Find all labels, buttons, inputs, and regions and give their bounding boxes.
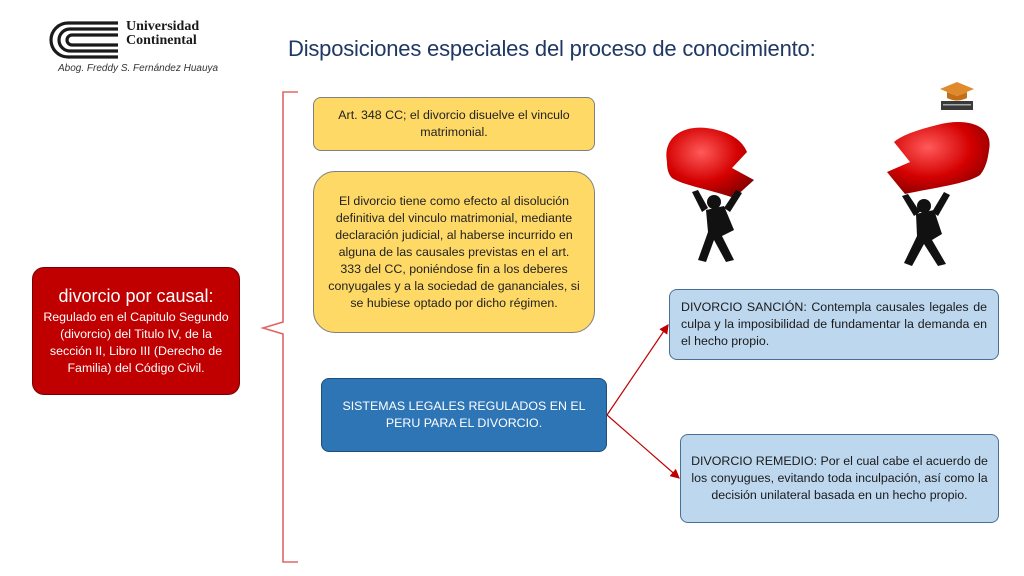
divorcio-remedio-box	[680, 434, 999, 523]
logo-line-2: Continental	[126, 33, 197, 48]
arrow-to-remedio	[607, 415, 679, 478]
sistemas-legales-text: SISTEMAS LEGALES REGULADOS EN EL PERU PARA EL DIVORCIO.	[342, 399, 586, 430]
art-348-box	[313, 97, 595, 151]
heart-half-left-icon	[666, 128, 754, 198]
figure-left-icon	[692, 190, 742, 262]
arrow-to-sancion	[607, 325, 668, 415]
heart-half-right-icon	[887, 122, 990, 194]
art-348-text: Art. 348 CC; el divorcio disuelve el vinculo matrimonial.	[338, 108, 570, 139]
figure-right-icon	[902, 192, 950, 266]
logo-line-1: Universidad	[126, 19, 200, 34]
divorcio-remedio-text: DIVORCIO REMEDIO: Por el cual cabe el acuerdo de los conyugues, evitando toda inculpación, así como la decisión unilateral basada en un hecho propio.	[691, 454, 988, 502]
efecto-text: El divorcio tiene como efecto al disolución definitiva del vinculo matrimonial, mediante declaración judicial, al haberse incurrido en alguna de las causales previstas en el art. 333 del CC, poniéndose fin a los deberes conyugales y a la sociedad de gananciales, si se hubiese optado por dicho régimen.	[328, 193, 580, 310]
divorcio-sancion-box	[669, 289, 999, 360]
divorcio-causal-box	[32, 267, 240, 395]
sistemas-legales-box	[321, 378, 607, 452]
slide-title: Disposiciones especiales del proceso de conocimiento:	[288, 36, 816, 61]
divorcio-causal-text: Regulado en el Capitulo Segundo (divorcio) del Titulo IV, de la sección II, Libro III (Derecho de Familia) del Código Civil.	[43, 310, 229, 375]
divorcio-causal-heading: divorcio por causal:	[58, 286, 214, 306]
university-logo-text	[126, 20, 246, 48]
author-name: Abog. Freddy S. Fernández Huauya	[58, 63, 219, 74]
graduation-cap-icon	[937, 79, 977, 111]
broken-heart-illustration	[662, 120, 994, 270]
divorcio-sancion-text: DIVORCIO SANCIÓN: Contempla causales legales de culpa y la imposibilidad de fundamentar la demanda en el hecho propio.	[681, 300, 987, 348]
efecto-box	[313, 171, 595, 333]
brace-bracket	[263, 92, 298, 562]
